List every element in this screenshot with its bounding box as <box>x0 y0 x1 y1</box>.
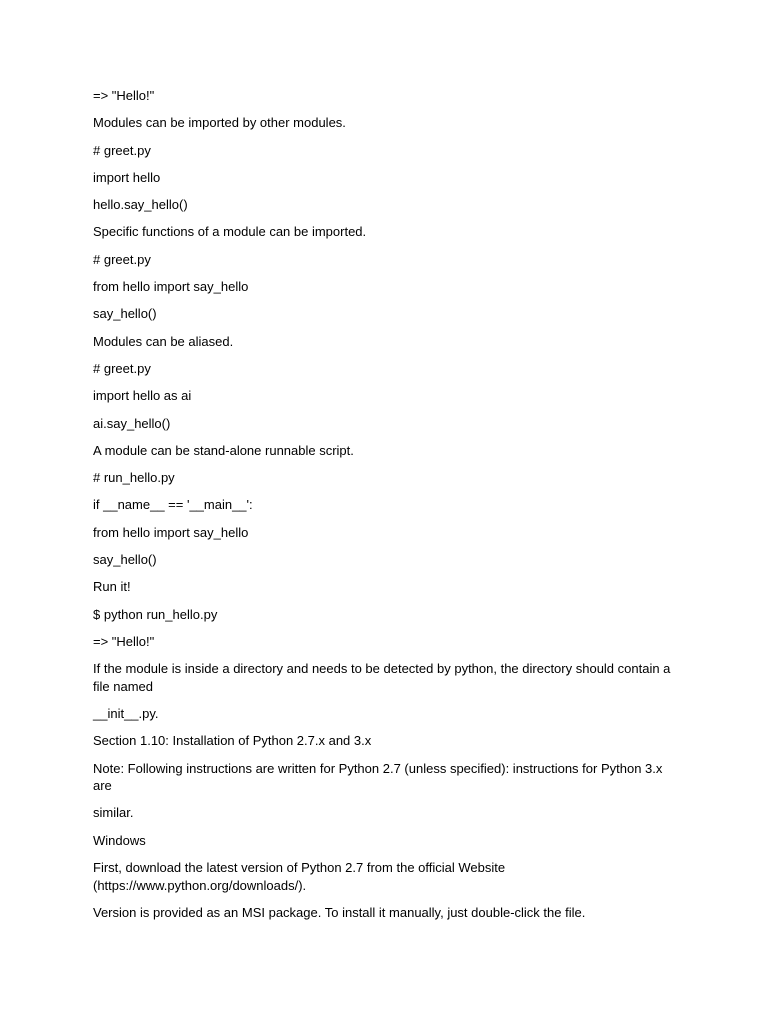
paragraph: Modules can be imported by other modules. <box>93 115 346 131</box>
code-line: hello.say_hello() <box>93 197 188 213</box>
paragraph: Modules can be aliased. <box>93 333 234 349</box>
paragraph: Version is provided as an MSI package. To install it manually, just double-click the file. <box>93 904 586 920</box>
code-line: say_hello() <box>93 552 157 568</box>
paragraph: Specific functions of a module can be imported. <box>93 224 367 240</box>
note-paragraph: Note: Following instructions are written for Python 2.7 (unless specified): instructions for Python 3.x are <box>93 760 663 794</box>
paragraph: similar. <box>93 805 134 821</box>
code-comment: # run_hello.py <box>93 470 175 486</box>
shell-command: $ python run_hello.py <box>93 606 218 622</box>
paragraph: A module can be stand-alone runnable script. <box>93 442 354 458</box>
paragraph: If the module is inside a directory and needs to be detected by python, the directory should contain a file named <box>93 661 671 694</box>
subheading: Windows <box>93 832 146 848</box>
code-comment: # greet.py <box>93 360 151 376</box>
code-line: import hello as ai <box>93 388 192 404</box>
code-line: if __name__ == '__main__': <box>93 497 253 513</box>
paragraph: __init__.py. <box>93 706 159 722</box>
code-comment: # greet.py <box>93 142 151 158</box>
output-line: => "Hello!" <box>93 633 155 649</box>
code-line: from hello import say_hello <box>93 279 249 295</box>
paragraph: Run it! <box>93 579 131 595</box>
code-line: ai.say_hello() <box>93 415 171 431</box>
output-line: => "Hello!" <box>93 88 155 103</box>
code-line: from hello import say_hello <box>93 524 249 540</box>
section-heading: Section 1.10: Installation of Python 2.7.x and 3.x <box>93 733 372 749</box>
paragraph: First, download the latest version of Python 2.7 from the official Website (https://www.python.org/downloads/). <box>93 860 506 893</box>
document-page <box>93 87 673 931</box>
code-line: say_hello() <box>93 306 157 322</box>
code-line: import hello <box>93 169 161 185</box>
code-comment: # greet.py <box>93 251 151 267</box>
